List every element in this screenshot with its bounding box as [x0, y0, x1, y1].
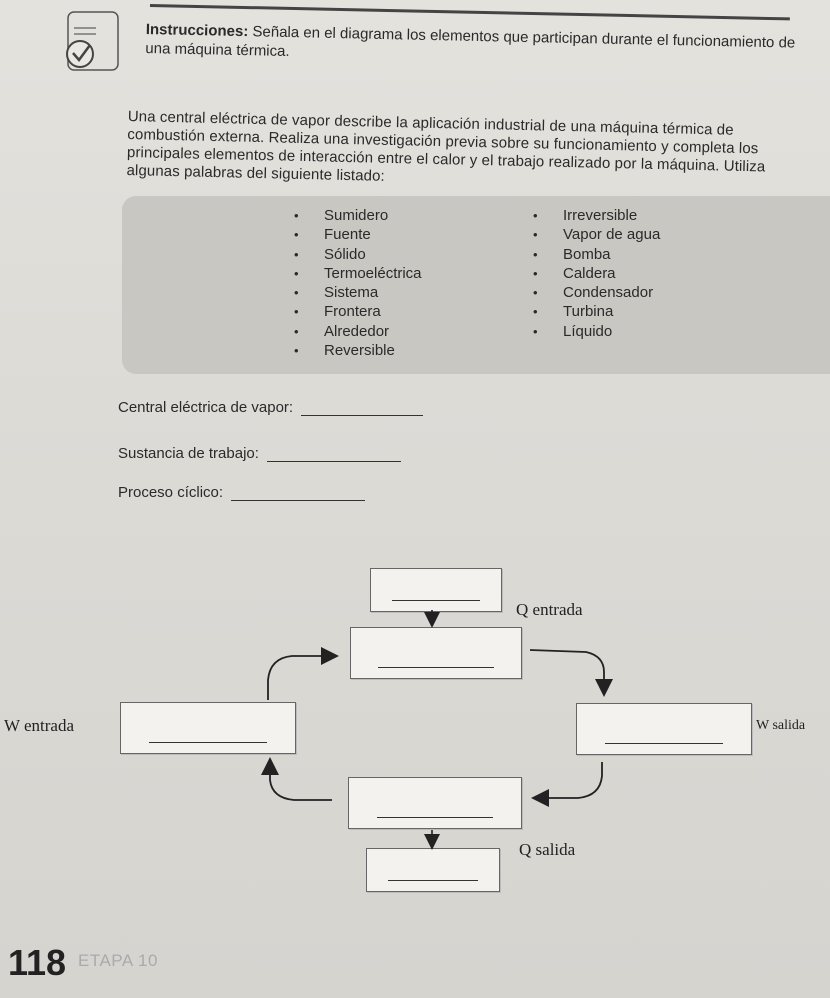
- w-salida-label: W salida: [756, 718, 806, 733]
- question-label: Central eléctrica de vapor:: [118, 399, 294, 416]
- list-item: • Líquido: [533, 322, 660, 341]
- q-salida-label: Q salida: [519, 840, 576, 859]
- list-item: • Reversible: [294, 341, 422, 360]
- intro-paragraph: Una central eléctrica de vapor describe la aplicación industrial de una máquina térmica de combustión externa. Realiza una investigación previa sobre su funcionamiento y completa los principales elementos de interacción entre el calor y el trabajo realizado por la máquina. Utiliza algunas palabras del siguiente listado:: [126, 108, 766, 185]
- stage-label: ETAPA 10: [78, 951, 158, 970]
- list-item: • Bomba: [533, 245, 660, 264]
- list-item: • Irreversible: [533, 206, 660, 225]
- list-item: • Sumidero: [294, 206, 422, 225]
- list-item: • Frontera: [294, 302, 422, 321]
- list-item: • Condensador: [533, 283, 660, 302]
- list-item: • Vapor de agua: [533, 225, 660, 244]
- list-item: • Termoeléctrica: [294, 264, 422, 283]
- instructions-text: Señala en el diagrama los elementos que participan durante el funcionamiento de una máquina térmica.: [145, 23, 796, 61]
- list-item: • Sistema: [294, 283, 422, 302]
- w-entrada-label: W entrada: [4, 716, 75, 735]
- list-item: • Sólido: [294, 245, 422, 264]
- list-item: • Fuente: [294, 225, 422, 244]
- page-number: 118: [8, 942, 67, 983]
- question-label: Proceso cíclico:: [118, 484, 224, 501]
- question-label: Sustancia de trabajo:: [118, 445, 259, 462]
- list-item: • Alrededor: [294, 322, 422, 341]
- list-item: • Caldera: [533, 264, 660, 283]
- list-item: • Turbina: [533, 302, 660, 321]
- instructions-label: Instrucciones:: [145, 20, 249, 41]
- q-entrada-label: Q entrada: [516, 600, 583, 619]
